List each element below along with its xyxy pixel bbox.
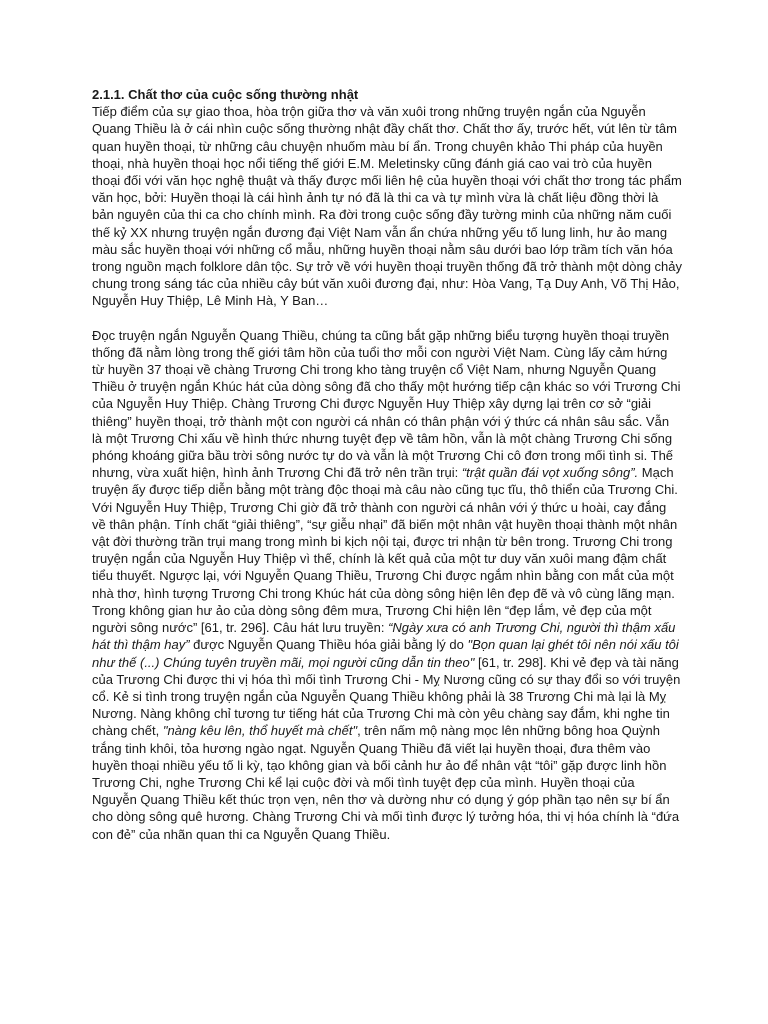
paragraph-2-text-1: Đọc truyện ngắn Nguyễn Quang Thiều, chúng ta cũng bắt gặp những biểu tượng huyền thoại truyền thống đã nằm lòng trong thế giới tâm hồn của tuổi thơ mỗi con người Việt Nam. Cùng lấy cảm hứng từ huyền 37 thoại về chàng Trương Chi trong kho tàng truyện cổ Việt Nam, nhưng Nguyễn Quang Thiều ở truyện ngắn Khúc hát của dòng sông đã cho thấy một hướng tiếp cận khác so với Trương Chi của Nguyễn Huy Thiệp. Chàng Trương Chi được Nguyễn Huy Thiệp xây dựng lại trên cơ sở “giải thiêng” huyền thoại, trở thành một con người cá nhân có thân phận với ý thức cá nhân sâu sắc. Vẫn là một Trương Chi xấu về hình thức nhưng tuyệt đẹp về tâm hồn, vẫn là một chàng Trương Chi sống phóng khoáng giữa bầu trời sông nước tự do và vẫn là một Trương Chi cô đơn trong mối tình si. Thế nhưng, vừa xuất hiện, hình ảnh Trương Chi đã trở nên trần trụi: [92, 327, 681, 481]
quote-2: “Ngày xưa có anh Trương Chi, người thì thậm xấu hát thì thậm hay” [92, 620, 676, 653]
paragraph-2-text-3: được Nguyễn Quang Thiều hóa giải bằng lý do [189, 637, 468, 653]
paragraph-1: Tiếp điểm của sự giao thoa, hòa trộn giữa thơ và văn xuôi trong những truyện ngắn của Nguyễn Quang Thiều là ở cái nhìn cuộc sống thường nhật đầy chất thơ. Chất thơ ấy, trước hết, vút lên từ tâm quan huyền thoại, từ những câu chuyện nhuốm màu bí ẩn. Trong chuyên khảo Thi pháp của huyền thoại, nhà huyền thoại học nổi tiếng thế giới E.M. Meletinsky cũng đánh giá cao vai trò của huyền thoại đối với văn học nghệ thuật và thấy được mối liên hệ của huyền thoại với chất thơ trong tác phẩm văn học, bởi: Huyền thoại là cái hình ảnh tự nó đã là thi ca và tự mình vừa là chất liệu đồng thời là bản nguyên của thi ca cho chính mình. Ra đời trong cuộc sống đầy tường minh của những năm cuối thế kỷ XX nhưng truyện ngắn đương đại Việt Nam vẫn ẩn chứa những yếu tố lung linh, hư ảo mang màu sắc huyền thoại với những cổ mẫu, những huyền thoại nằm sâu dưới bao lớp trầm tích văn hóa trong nguồn mạch folklore dân tộc. Sự trở về với huyền thoại truyền thống đã trở thành một dòng chảy chung trong sáng tác của nhiều cây bút văn xuôi đương đại, như: Hòa Vang, Tạ Duy Anh, Võ Thị Hảo, Nguyễn Huy Thiệp, Lê Minh Hà, Y Ban… [92, 104, 683, 309]
document-page [92, 86, 682, 843]
quote-4: "nàng kêu lên, thổ huyết mà chết" [162, 723, 358, 739]
paragraph-2-text-2: Mạch truyện ấy được tiếp diễn bằng một tràng độc thoại mà câu nào cũng tục tĩu, thô thiển của Trương Chi. Với Nguyễn Huy Thiệp, Trương Chi giờ đã trở thành con người cá nhân với ý thức u hoài, cay đắng về thân phận. Tính chất “giải thiêng”, “sự giễu nhại” đã biến một nhân vật huyền thoại thành một nhân vật đời thường trần trụi mang trong mình bi kịch nội tại, được tri nhận từ bên trong. Trương Chi trong truyện ngắn của Nguyễn Huy Thiệp vì thế, chính là kết quả của một tư duy văn xuôi mang đậm chất tiểu thuyết. Ngược lại, với Nguyễn Quang Thiều, Trương Chi được ngắm nhìn bằng con mắt của một nhà thơ, hình tượng Trương Chi trong Khúc hát của dòng sông hiện lên đẹp đẽ và vô cùng lãng mạn. Trong không gian hư ảo của dòng sông đêm mưa, Trương Chi hiện lên “đẹp lắm, vẻ đẹp của một người sông nước” [61, tr. 296]. Câu hát lưu truyền: [92, 465, 678, 636]
paragraph-2 [92, 327, 682, 843]
section-heading: 2.1.1. Chất thơ của cuộc sống thường nhật [92, 87, 359, 102]
paragraph-2-text-5: , trên nấm mộ nàng mọc lên những bông hoa Quỳnh trắng tinh khôi, tỏa hương ngào ngạt. Nguyễn Quang Thiều đã viết lại huyền thoại, đưa thêm vào huyền thoại nhiều yếu tố li kỳ, tạo không gian và bối cảnh hư ảo để nhân vật “tôi” gặp được linh hồn Trương Chi, nghe Trương Chi kể lại cuộc đời và mối tình tuyệt đẹp của mình. Huyền thoại của Nguyễn Quang Thiều kết thúc trọn vẹn, nên thơ và dường như có dụng ý góp phần tạo nên sự bí ẩn cho dòng sông quê hương. Chàng Trương Chi và mối tình được lý tưởng hóa, thi vị hóa chính là “đứa con đẻ” của nhãn quan thi ca Nguyễn Quang Thiều. [92, 723, 680, 842]
quote-1: “trật quần đái vọt xuống sông”. [461, 465, 639, 481]
paragraph-2-text-4: [61, tr. 298]. Khi vẻ đẹp và tài năng của Trương Chi được thi vị hóa thì mối tình Trương Chi - Mỵ Nương cũng có sự thay đổi so với truyện cổ. Kẻ si tình trong truyện ngắn của Nguyễn Quang Thiều không phải là 38 Trương Chi mà lại là Mỵ Nương. Nàng không chỉ tương tư tiếng hát của Trương Chi mà còn yêu chàng say đắm, khi nghe tin chàng chết, [92, 654, 681, 739]
quote-3: "Bọn quan lại ghét tôi nên nói xấu tôi như thế (...) Chúng tuyên truyền mãi, mọi người cũng dẫn tin theo" [92, 637, 679, 670]
